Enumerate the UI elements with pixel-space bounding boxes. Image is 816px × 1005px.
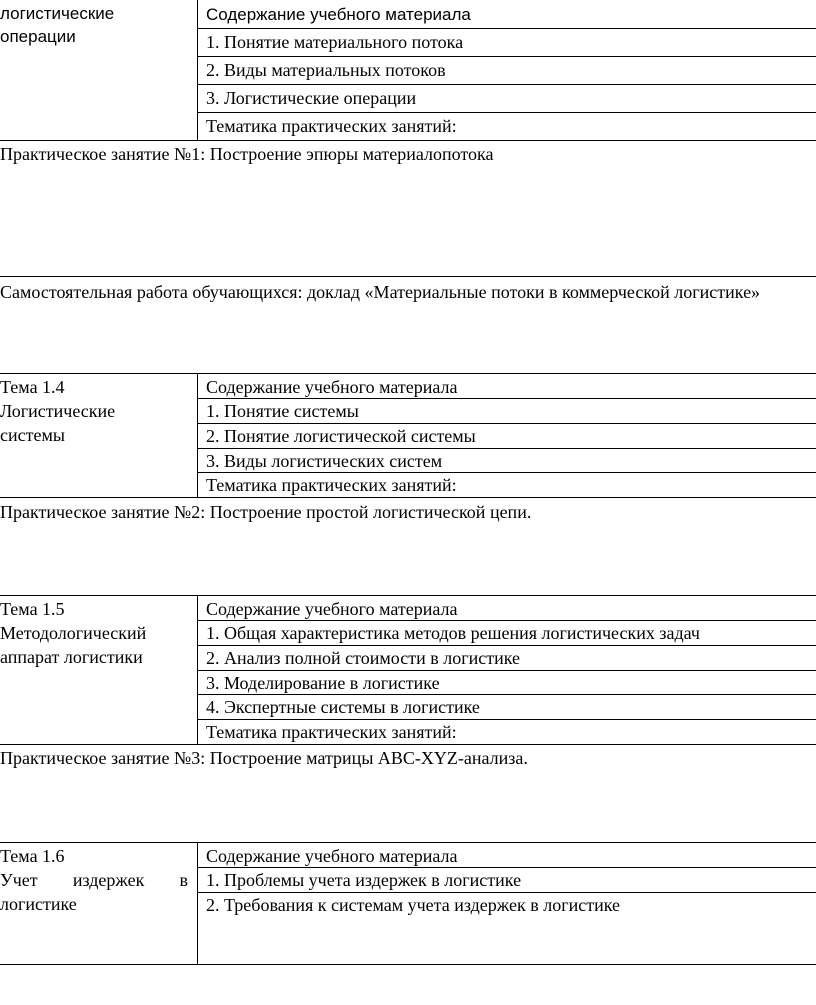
topic-word: в — [179, 870, 188, 890]
content-item: 1. Понятие материального потока — [206, 32, 464, 52]
content-item: 2. Требования к системам учета издержек в логистике — [206, 895, 620, 915]
practice-topics-header: Тематика практических занятий: — [206, 116, 457, 136]
practice-lesson: Практическое занятие №2: Построение простой логистической цепи. — [0, 502, 532, 522]
content-item: 3. Моделирование в логистике — [206, 673, 440, 693]
topic-title: Методологический — [0, 623, 147, 643]
practice-lesson: Практическое занятие №3: Построение матрицы ABC-XYZ-анализа. — [0, 748, 528, 768]
content-item: 2. Понятие логистической системы — [206, 426, 476, 446]
content-item: 1. Общая характеристика методов решения логистических задач — [206, 623, 700, 643]
practice-topics-header: Тематика практических занятий: — [206, 722, 457, 742]
topic-word: Учет — [0, 870, 38, 890]
topic-title: операции — [0, 27, 76, 46]
topic-title — [0, 869, 188, 891]
content-item: 2. Виды материальных потоков — [206, 60, 446, 80]
practice-lesson: Практическое занятие №1: Построение эпюры материалопотока — [0, 144, 494, 164]
self-work: Самостоятельная работа обучающихся: доклад «Материальные потоки в коммерческой логистике» — [0, 282, 761, 302]
content-item: 4. Экспертные системы в логистике — [206, 697, 480, 717]
topic-title: логистические — [0, 4, 115, 23]
topic-number: Тема 1.6 — [0, 846, 65, 866]
topic-number: Тема 1.5 — [0, 599, 65, 619]
content-item: 3. Виды логистических систем — [206, 451, 443, 471]
content-header: Содержание учебного материала — [206, 5, 471, 24]
content-item: 1. Понятие системы — [206, 401, 359, 421]
topic-title: Логистические — [0, 401, 116, 421]
content-item: 3. Логистические операции — [206, 88, 417, 108]
content-header: Содержание учебного материала — [206, 599, 458, 619]
content-header: Содержание учебного материала — [206, 377, 458, 397]
content-item: 2. Анализ полной стоимости в логистике — [206, 648, 520, 668]
content-header: Содержание учебного материала — [206, 846, 458, 866]
topic-number: Тема 1.4 — [0, 377, 65, 397]
topic-title: системы — [0, 425, 65, 445]
topic-title: логистике — [0, 894, 77, 914]
content-item: 1. Проблемы учета издержек в логистике — [206, 870, 522, 890]
section-divider — [0, 276, 816, 277]
practice-topics-header: Тематика практических занятий: — [206, 475, 457, 495]
topic-title: аппарат логистики — [0, 647, 143, 667]
topic-word: издержек — [72, 870, 145, 890]
